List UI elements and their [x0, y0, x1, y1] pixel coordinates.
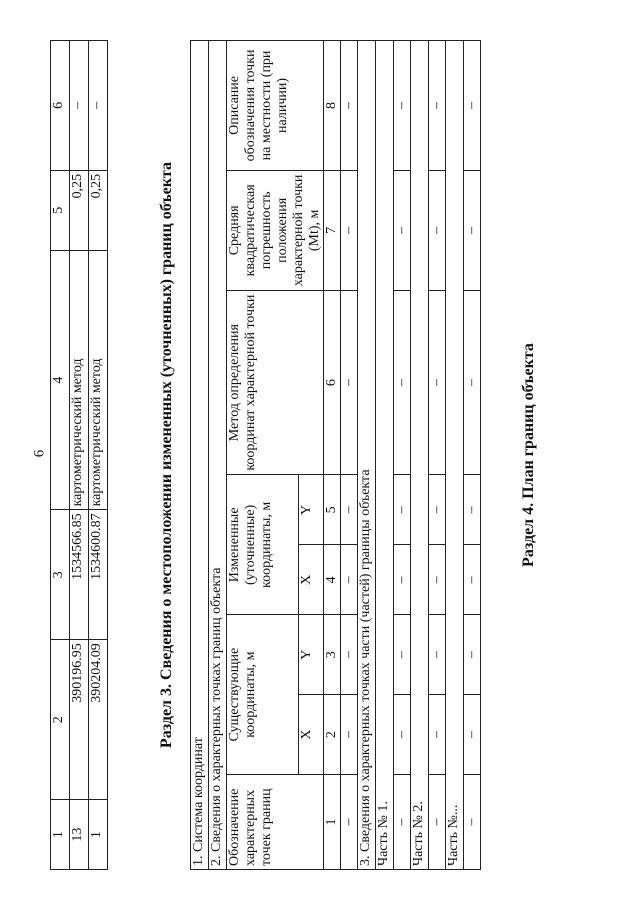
table-cell: –	[394, 170, 411, 290]
table-cell: –	[429, 695, 446, 775]
table-cell: 2	[324, 695, 341, 775]
boundary-points-table	[190, 40, 481, 870]
table-cell: –	[394, 695, 411, 775]
table-cell: –	[341, 695, 358, 775]
table-cell: 390196.95	[70, 640, 89, 800]
table-cell: 6	[51, 41, 70, 171]
table-cell: –	[89, 41, 108, 171]
table-cell: 5	[51, 170, 70, 250]
table-cell: 7	[324, 170, 341, 290]
table-cell: –	[394, 545, 411, 615]
parts-info-row: 3. Сведения о характерных точках части (частей) границы объекта	[358, 41, 376, 870]
header-y-changed: Y	[299, 475, 324, 545]
table-cell: 390204.09	[89, 640, 108, 800]
table-cell: –	[341, 545, 358, 615]
table-cell: картометрический метод	[89, 250, 108, 510]
section4-title: Раздел 4. План границ объекта	[520, 343, 537, 567]
table-header-row	[227, 41, 299, 870]
table-cell: –	[341, 615, 358, 695]
table-row	[341, 41, 358, 870]
column-numbers-row	[324, 41, 341, 870]
table-cell: –	[464, 615, 481, 695]
table-cell: 2	[51, 640, 70, 800]
table-cell: 3	[324, 615, 341, 695]
points-info-row: 2. Сведения о характерных точках границ объекта	[209, 41, 227, 870]
table-cell: –	[464, 170, 481, 290]
table-header-row	[51, 41, 70, 870]
table-cell: –	[429, 41, 446, 171]
table-cell: 1	[324, 775, 341, 870]
table-row	[394, 41, 411, 870]
table-cell: 5	[324, 475, 341, 545]
table-cell: –	[341, 475, 358, 545]
header-designation: Обозначение характерных точек границ	[227, 775, 324, 870]
table-cell: –	[341, 170, 358, 290]
part-2-row: Часть № 2.	[411, 41, 429, 870]
part-n-row: Часть №...	[446, 41, 464, 870]
header-y: Y	[299, 615, 324, 695]
header-method: Метод определения координат характерной точки	[227, 290, 324, 475]
table-cell: –	[394, 615, 411, 695]
table-row	[89, 41, 108, 870]
table-cell: 4	[51, 250, 70, 510]
table-cell: –	[429, 170, 446, 290]
header-error: Средняя квадратическая погрешность положения характерной точки (Mt), м	[227, 170, 324, 290]
table-cell: –	[429, 475, 446, 545]
table-cell: 0,25	[70, 170, 89, 250]
table-cell: картометрический метод	[70, 250, 89, 510]
table-cell: –	[464, 475, 481, 545]
table-cell: –	[464, 41, 481, 171]
header-description: Описание обозначения точки на местности (при наличии)	[227, 41, 324, 171]
table-cell: –	[464, 695, 481, 775]
table-cell: –	[429, 545, 446, 615]
table-cell: –	[394, 41, 411, 171]
table-cell: 6	[324, 290, 341, 475]
header-x-changed: X	[299, 545, 324, 615]
table-cell: –	[394, 290, 411, 475]
table-cell: 1	[89, 800, 108, 870]
coordinates-continuation-table	[50, 40, 108, 870]
table-cell: 3	[51, 510, 70, 640]
table-cell: –	[464, 775, 481, 870]
header-existing-coordinates: Существующие координаты, м	[227, 615, 299, 775]
header-changed-coordinates: Измененные (уточненные) координаты, м	[227, 475, 299, 615]
page-number: 6	[31, 449, 48, 458]
coordinate-system-row: 1. Система координат	[191, 41, 209, 870]
table-cell: 1534600.87	[89, 510, 108, 640]
table-row	[70, 41, 89, 870]
table-cell: 0,25	[89, 170, 108, 250]
part-1-row: Часть № 1.	[376, 41, 394, 870]
table-cell: –	[464, 290, 481, 475]
header-x: X	[299, 695, 324, 775]
table-cell: –	[429, 775, 446, 870]
table-cell: –	[341, 41, 358, 171]
table-cell: –	[429, 615, 446, 695]
table-cell: 4	[324, 545, 341, 615]
rotated-content	[50, 40, 610, 870]
table-cell: 13	[70, 800, 89, 870]
table-row	[464, 41, 481, 870]
table-cell: –	[341, 290, 358, 475]
section3-title: Раздел 3. Сведения о местоположении измененных (уточненных) границ объекта	[158, 161, 175, 749]
table-cell: –	[394, 775, 411, 870]
table-cell: 1	[51, 800, 70, 870]
table-cell: 1534566.85	[70, 510, 89, 640]
table-row	[429, 41, 446, 870]
table-cell: –	[464, 545, 481, 615]
table-cell: –	[429, 290, 446, 475]
table-cell: 8	[324, 41, 341, 171]
table-cell: –	[394, 475, 411, 545]
table-cell: –	[70, 41, 89, 171]
table-cell: –	[341, 775, 358, 870]
